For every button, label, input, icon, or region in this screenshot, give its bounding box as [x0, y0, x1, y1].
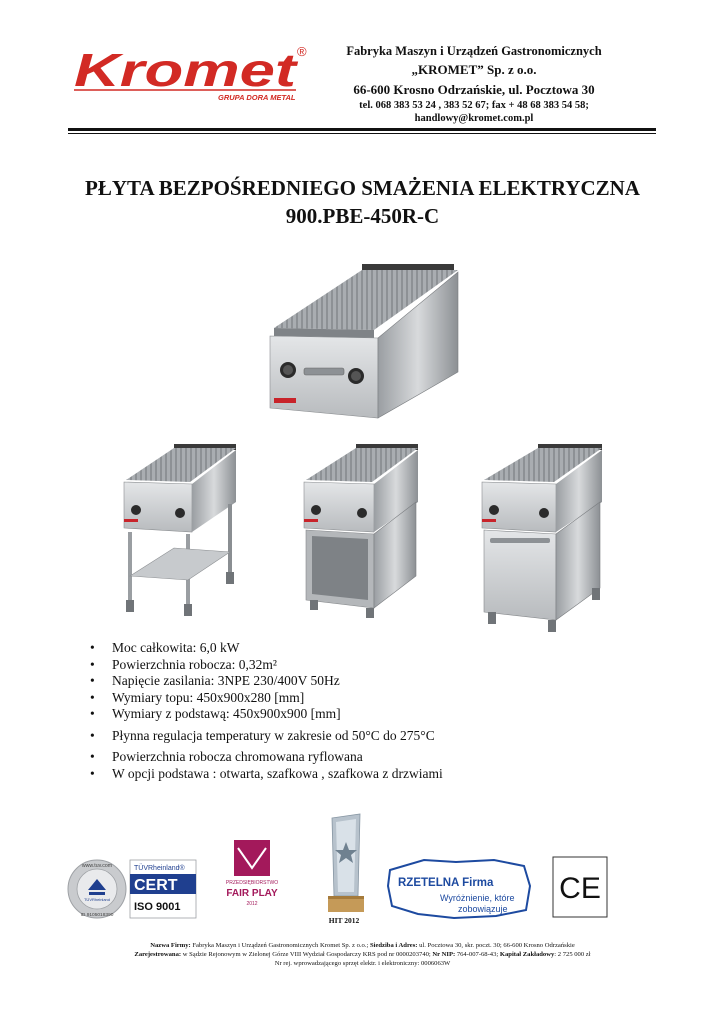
logo-subtitle: GRUPA DORA METAL: [218, 93, 296, 102]
spec-temperature: • Płynna regulacja temperatury w zakresie od 50°C do 275°C: [90, 728, 650, 745]
fairplay-text: FAIR PLAY: [226, 888, 278, 899]
tuv-small-text: TÜVRheinland: [83, 897, 111, 902]
fairplay-top-text: PRZEDSIĘBIORSTWO: [225, 880, 279, 886]
product-title: PŁYTA BEZPOŚREDNIEGO SMAŻENIA ELEKTRYCZNA: [85, 176, 640, 200]
spec-stand-dimensions: • Wymiary z podstawą: 450x900x900 [mm]: [90, 706, 650, 723]
footer-label-capital: Kapitał Zakładowy: [499, 951, 555, 958]
spec-top-dimensions: • Wymiary topu: 450x900x280 [mm]: [90, 690, 650, 707]
tuv-ring-text: www.tuv.com: [81, 863, 113, 869]
spec-work-area: • Powierzchnia robocza: 0,32m²: [90, 657, 650, 674]
spec-list: [90, 640, 650, 782]
cert-text: CERT: [134, 877, 178, 894]
company-email[interactable]: handlowy@kromet.com.pl: [414, 113, 534, 124]
footer-nip-value: 764-007-68-43;: [455, 951, 500, 958]
product-image-main: [266, 258, 462, 426]
rzetelna-firma-badge: [384, 856, 536, 920]
ce-mark: CE: [559, 872, 601, 905]
registered-mark: ®: [297, 44, 307, 59]
fairplay-year: 2012: [246, 901, 258, 907]
company-address: 66-600 Krosno Odrzańskie, ul. Pocztowa 30: [353, 82, 595, 97]
footer-registered-value: w Sądzie Rejonowym w Zielonej Górze VIII Wydział Gospodarczy KRS pod nr 0000203740;: [181, 951, 433, 958]
kromet-logo: [68, 44, 308, 104]
hit-trophy-image: [324, 812, 368, 914]
company-name: Fabryka Maszyn i Urządzeń Gastronomicznych: [346, 44, 602, 58]
tuv-id-text: ID 9105018390: [80, 913, 114, 918]
footer-address-value: ul. Pocztowa 30, skr. poczt. 30; 66-600 Krosno Odrzańskie: [417, 942, 575, 949]
ce-mark-badge: [552, 856, 608, 918]
header-rule-thin: [68, 133, 656, 134]
footer-capital-value: : 2 725 000 zł: [554, 951, 591, 958]
product-model: 900.PBE-450R-C: [285, 204, 440, 228]
footer-label-address: Siedziba i Adres:: [369, 942, 418, 949]
fair-play-badge: [222, 838, 284, 916]
footer-label-registered: Zarejestrowana:: [134, 951, 182, 958]
tuv-iso-badge: [66, 858, 198, 920]
footer-weee-line: Nr rej. wprowadzającego sprzęt elektr. i elektroniczny: 0006063W: [274, 960, 451, 967]
footer-company-line: [60, 942, 665, 949]
product-image-open-stand: [120, 440, 240, 622]
iso-text: ISO 9001: [134, 901, 181, 913]
logo-text: Kromet: [74, 44, 299, 96]
spec-stand-options: • W opcji podstawa : otwarta, szafkowa , szafkowa z drzwiami: [90, 766, 650, 783]
hit-label: HIT 2012: [328, 916, 360, 925]
product-image-cabinet-stand: [300, 440, 422, 622]
company-legal-name: „KROMET” Sp. z o.o.: [411, 62, 537, 77]
tuv-brand: TÜVRheinland®: [134, 865, 185, 872]
spec-voltage: • Napięcie zasilania: 3NPE 230/400V 50Hz: [90, 673, 650, 690]
footer-company-value: Fabryka Maszyn i Urządzeń Gastronomicznych Kromet Sp. z o.o.;: [190, 942, 370, 949]
spec-power: • Moc całkowita: 6,0 kW: [90, 640, 650, 657]
rzetelna-title: RZETELNA Firma: [398, 877, 494, 889]
product-image-cabinet-door: [478, 440, 606, 634]
footer-registration-line: [60, 951, 665, 958]
footer-label-company: Nazwa Firmy:: [150, 942, 191, 949]
header-rule: [68, 128, 656, 131]
rzetelna-sub1: Wyróżnienie, które: [440, 893, 515, 903]
spec-surface: • Powierzchnia robocza chromowana ryflowana: [90, 749, 650, 766]
footer-label-nip: Nr NIP:: [432, 951, 456, 958]
rzetelna-sub2: zobowiązuje: [458, 904, 508, 914]
company-phone-fax: tel. 068 383 53 24 , 383 52 67; fax + 48 68 383 54 58;: [359, 100, 589, 111]
